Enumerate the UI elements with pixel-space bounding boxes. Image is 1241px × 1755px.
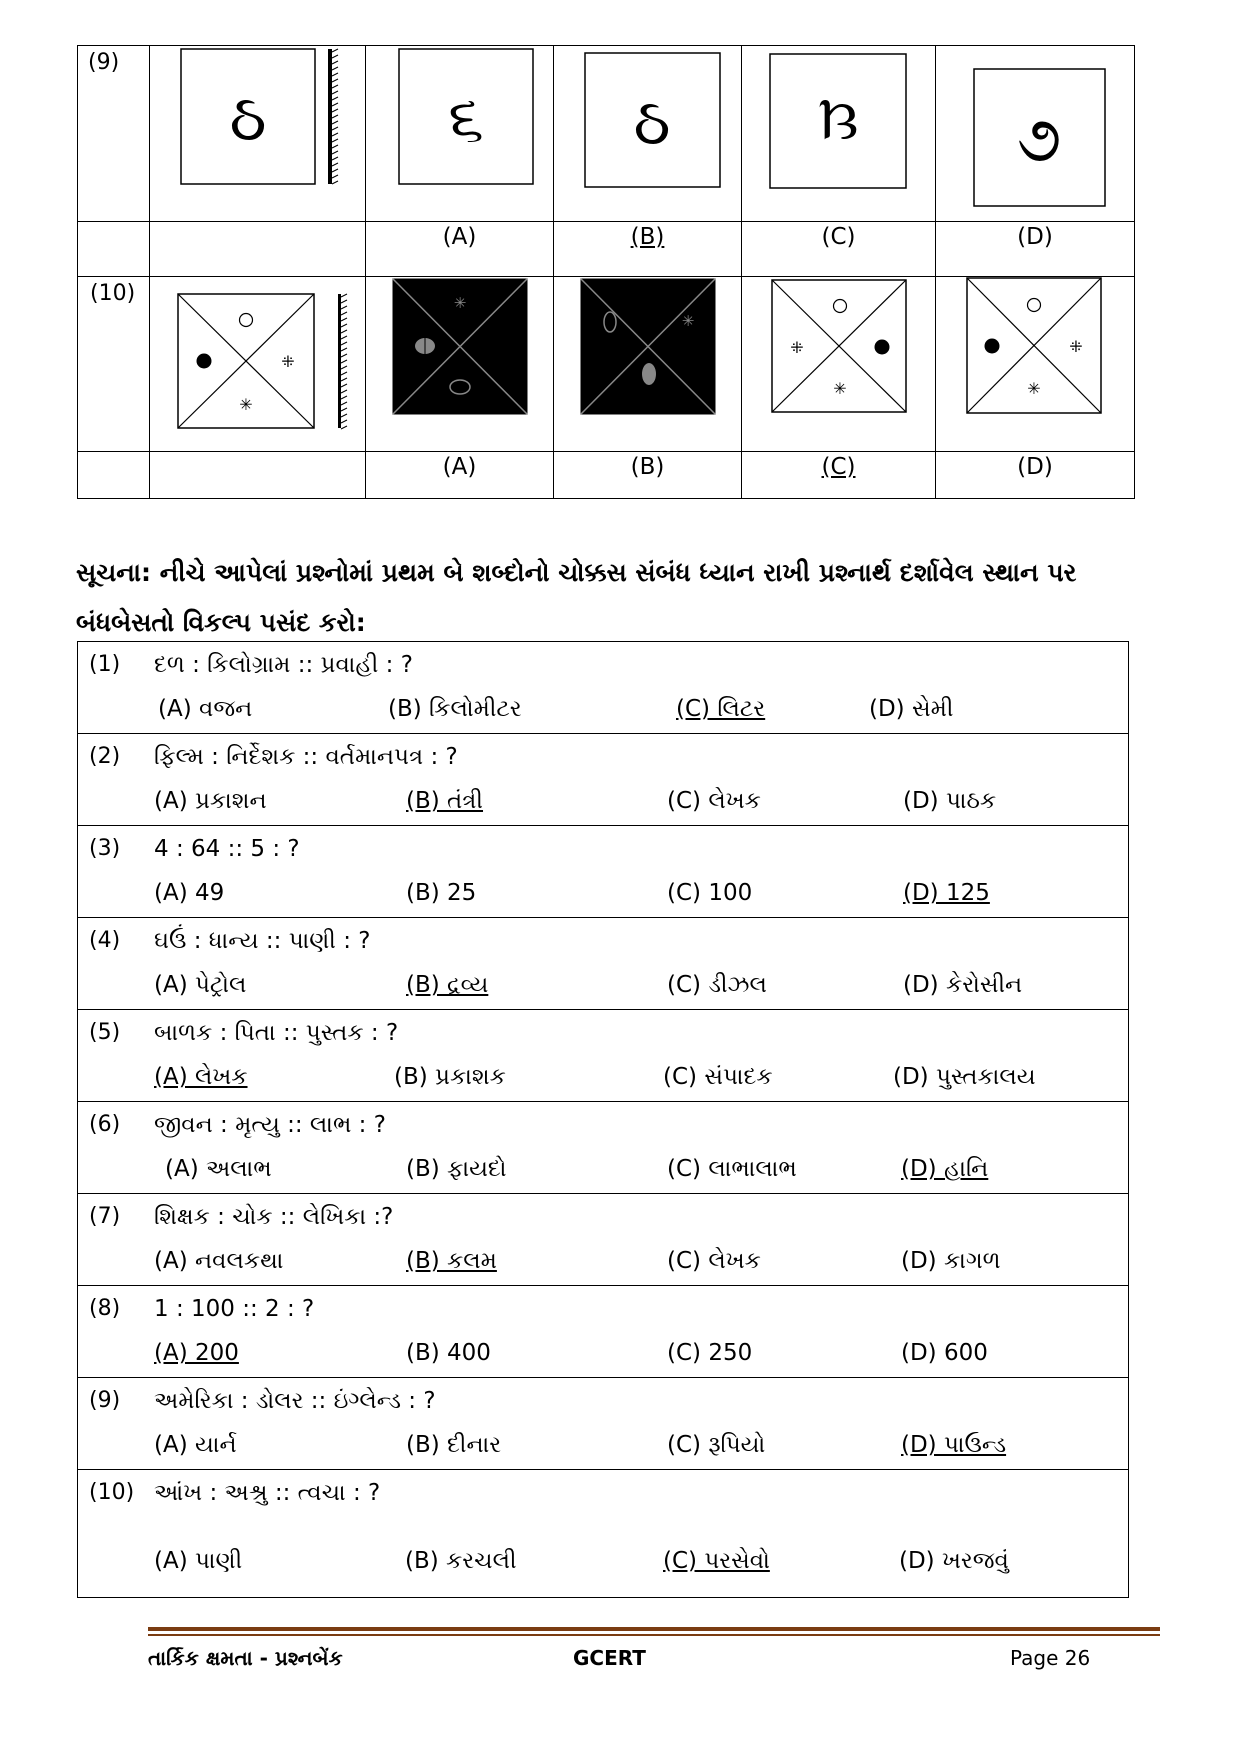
- q9-option-c-svg: [742, 46, 936, 221]
- option: (A) પાણી: [154, 1548, 243, 1574]
- q9-question-glyph: ઠ: [229, 82, 267, 156]
- option: (C) ડીઝલ: [667, 972, 767, 998]
- svg-text:⁜: ⁜: [790, 338, 804, 357]
- analogy-question-box: [77, 641, 1129, 1598]
- analogy-question-row: [78, 1194, 1128, 1286]
- analogy-question-row: [78, 1286, 1128, 1378]
- q9-option-c-glyph: ઘ: [817, 84, 859, 158]
- answer-option: (A) 200: [154, 1340, 239, 1366]
- q10-option-b-figure: [554, 277, 742, 452]
- figure-question-table: [77, 45, 1135, 499]
- option: (C) 250: [667, 1340, 753, 1366]
- answer-option: (D) 125: [903, 880, 990, 906]
- q9-label-c: (C): [821, 224, 856, 250]
- question-number: (3): [89, 836, 121, 861]
- analogy-question-row: [78, 918, 1128, 1010]
- svg-text:⁜: ⁜: [281, 352, 295, 371]
- q10-question-svg: [150, 277, 366, 451]
- option: (D) કેરોસીન: [903, 972, 1023, 998]
- footer-rule-thin: [148, 1634, 1160, 1636]
- question-text: શિક્ષક : ચોક :: લેખિકા :?: [154, 1204, 394, 1230]
- option: (D) ખરજવું: [899, 1548, 1009, 1574]
- q9-option-b-glyph: ઠ: [633, 86, 671, 160]
- q10-option-c-svg: [742, 277, 936, 451]
- option: (C) સંપાદક: [663, 1064, 773, 1090]
- q9-label-d: (D): [1017, 224, 1053, 250]
- footer-page-number: Page 26: [1010, 1646, 1091, 1670]
- q9-option-a-svg: [366, 46, 554, 221]
- option: (A) યાર્ન: [154, 1432, 237, 1458]
- question-text: 4 : 64 :: 5 : ?: [154, 836, 300, 862]
- question-number: (6): [89, 1112, 121, 1137]
- q9-option-a-glyph: ૬: [448, 82, 484, 156]
- answer-option: (B) તંત્રી: [406, 788, 484, 814]
- option: (C) લેખક: [667, 1248, 761, 1274]
- q10-label-d: (D): [1017, 454, 1053, 480]
- option: (B) કિલોમીટર: [388, 696, 522, 722]
- answer-option: (B) દ્રવ્ય: [406, 972, 489, 998]
- q10-question-figure: [150, 277, 366, 452]
- option: (B) ફાયદો: [406, 1156, 507, 1182]
- analogy-question-row: [78, 826, 1128, 918]
- q9-option-b-svg: [554, 46, 742, 221]
- question-text: ફિલ્મ : નિર્દેશક :: વર્તમાનપત્ર : ?: [154, 744, 458, 770]
- question-text: 1 : 100 :: 2 : ?: [154, 1296, 315, 1322]
- q10-label-b: (B): [630, 454, 665, 480]
- svg-text:⁜: ⁜: [1069, 337, 1083, 356]
- question-number: (5): [89, 1020, 121, 1045]
- answer-option: (C) પરસેવો: [663, 1548, 770, 1574]
- question-number: (7): [89, 1204, 121, 1229]
- svg-text:✳: ✳: [833, 379, 847, 398]
- option: (C) 100: [667, 880, 753, 906]
- option: (D) 600: [901, 1340, 988, 1366]
- q9-option-b-figure: [554, 46, 742, 222]
- analogy-question-row: [78, 1102, 1128, 1194]
- option: (A) નવલકથા: [154, 1248, 284, 1274]
- q9-option-d-figure: [936, 46, 1135, 222]
- question-number: (1): [89, 652, 121, 677]
- option: (A) અલાભ: [165, 1156, 272, 1182]
- option: (A) પેટ્રોલ: [154, 972, 247, 998]
- analogy-question-row: [78, 1010, 1128, 1102]
- q10-label-a: (A): [442, 454, 477, 480]
- question-text: અમેરિકા : ડોલર :: ઇંગ્લેન્ડ : ?: [154, 1388, 436, 1414]
- q9-question-figure: [150, 46, 366, 222]
- option: (A) 49: [154, 880, 225, 906]
- analogy-question-row: [78, 734, 1128, 826]
- instruction-text: સૂચના: નીચે આપેલાં પ્રશ્નોમાં પ્રથમ બે શબ્દોનો ચોક્કસ સંબંધ ધ્યાન રાખી પ્રશ્નાર્થ દર્શાવેલ સ્થાન પર બંધબેસતો વિકલ્પ પસંદ કરો:: [76, 558, 1077, 637]
- footer-title: તાર્કિક ક્ષમતા - પ્રશ્નબેંક: [148, 1646, 343, 1670]
- q9-option-d-glyph: ૭: [1016, 103, 1062, 177]
- svg-text:✳: ✳: [1027, 379, 1041, 398]
- option: (B) કરચલી: [405, 1548, 517, 1574]
- q9-question-figure-svg: [150, 46, 366, 221]
- q10-label-c-answer: (C): [821, 454, 856, 480]
- q10-option-c-figure: [742, 277, 936, 452]
- question-text: જીવન : મૃત્યુ :: લાભ : ?: [154, 1112, 386, 1138]
- footer-org: GCERT: [573, 1646, 646, 1670]
- option: (D) પુસ્તકાલય: [893, 1064, 1036, 1090]
- option: (B) 25: [406, 880, 477, 906]
- question-number: (8): [89, 1296, 121, 1321]
- question-number: (9): [89, 1388, 121, 1413]
- option: (A) વજન: [158, 696, 253, 722]
- analogy-question-row: [78, 642, 1128, 734]
- q9-option-c-figure: [742, 46, 936, 222]
- q9-label-a: (A): [442, 224, 477, 250]
- question-number: (4): [89, 928, 121, 953]
- question-text: આંખ : અશ્રુ :: ત્વચા : ?: [154, 1480, 381, 1506]
- q10-option-b-svg: [554, 277, 742, 451]
- option: (B) પ્રકાશક: [394, 1064, 506, 1090]
- option: (C) લાભાલાભ: [667, 1156, 797, 1182]
- answer-option: (C) લિટર: [676, 696, 766, 722]
- option: (C) લેખક: [667, 788, 761, 814]
- analogy-question-row: [78, 1470, 1128, 1598]
- option: (C) રૂપિયો: [667, 1432, 766, 1458]
- q10-number: (10): [90, 281, 136, 306]
- footer-rule-thick: [148, 1627, 1160, 1631]
- q9-option-d-svg: [936, 46, 1135, 221]
- option: (A) પ્રકાશન: [154, 788, 267, 814]
- q10-option-a-figure: [366, 277, 554, 452]
- q10-option-a-svg: [366, 277, 554, 451]
- answer-option: (B) કલમ: [406, 1248, 497, 1274]
- q9-number-cell: [78, 46, 150, 222]
- question-text: બાળક : પિતા :: પુસ્તક : ?: [154, 1020, 399, 1046]
- option: (D) કાગળ: [901, 1248, 1001, 1274]
- q9-number: (9): [88, 50, 120, 75]
- question-number: (2): [89, 744, 121, 769]
- option: (B) દીનાર: [406, 1432, 502, 1458]
- svg-text:✳: ✳: [239, 395, 253, 414]
- svg-text:✳: ✳: [453, 294, 467, 312]
- answer-option: (A) લેખક: [154, 1064, 248, 1090]
- option: (D) પાઠક: [903, 788, 997, 814]
- q10-option-d-svg: [936, 277, 1135, 451]
- answer-option: (D) હાનિ: [901, 1156, 989, 1182]
- option: (D) સેમી: [869, 696, 954, 722]
- question-text: ઘઉં : ધાન્ય :: પાણી : ?: [154, 928, 371, 954]
- q10-option-d-figure: [936, 277, 1135, 452]
- option: (B) 400: [406, 1340, 491, 1366]
- q9-option-a-figure: [366, 46, 554, 222]
- question-number: (10): [89, 1480, 135, 1505]
- question-text: દળ : કિલોગ્રામ :: પ્રવાહી : ?: [154, 652, 413, 678]
- answer-option: (D) પાઉન્ડ: [901, 1432, 1007, 1458]
- svg-text:✳: ✳: [681, 312, 695, 330]
- analogy-question-row: [78, 1378, 1128, 1470]
- q9-label-b-answer: (B): [630, 224, 665, 250]
